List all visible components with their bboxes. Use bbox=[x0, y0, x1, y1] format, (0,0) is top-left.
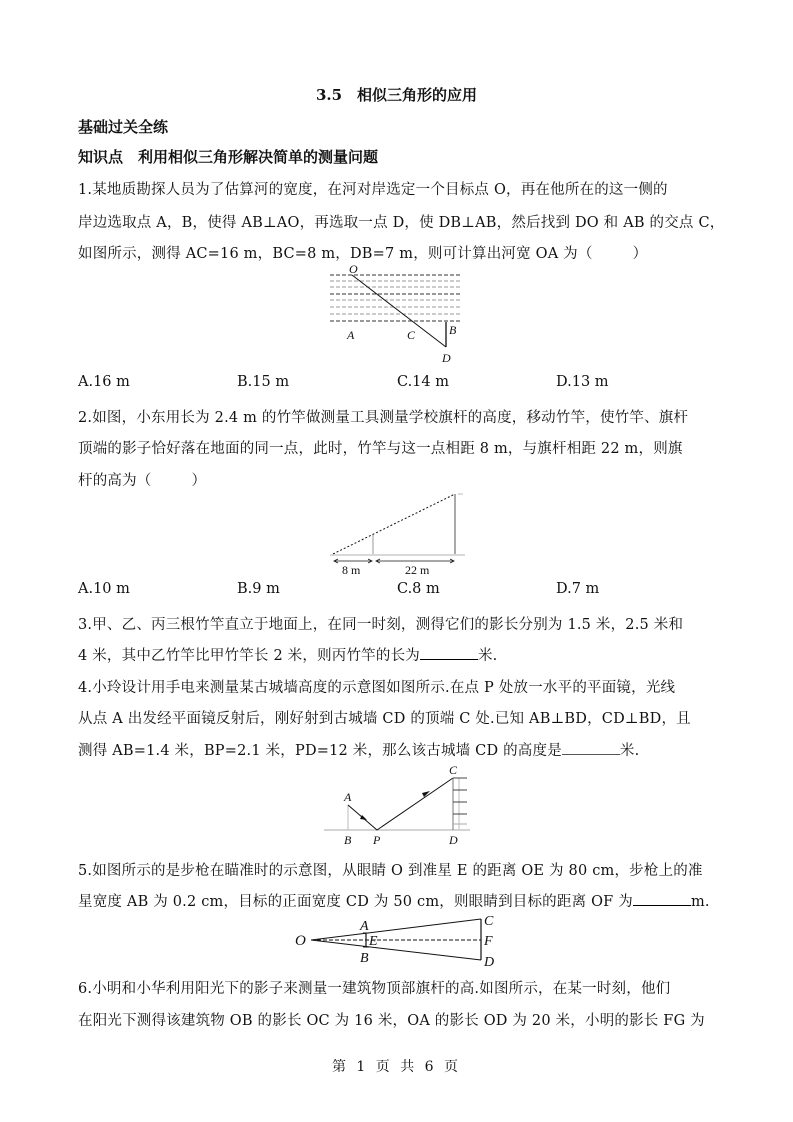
q6-line-2: 在阳光下测得该建筑物 OB 的影长 OC 为 16 米，OA 的影长 OD 为 20 米，小明的影长 FG 为 bbox=[78, 1013, 705, 1029]
q4-line-2: 从点 A 出发经平面镜反射后，刚好射到古城墙 CD 的顶端 C 处.已知 AB⊥BD，CD⊥BD，且 bbox=[78, 711, 691, 727]
label-c: C bbox=[449, 763, 458, 777]
label-c: C bbox=[407, 328, 416, 342]
q3-line-2 bbox=[78, 644, 498, 665]
q2-option-a[interactable]: A.10 m bbox=[78, 581, 130, 597]
q5-unit: m. bbox=[690, 894, 710, 910]
line-od bbox=[352, 275, 446, 347]
q1-option-c[interactable]: C.14 m bbox=[397, 374, 449, 390]
q4-line-3-text: 测得 AB=1.4 米，BP=2.1 米，PD=12 米，那么该古城墙 CD 的高度是 bbox=[78, 743, 562, 759]
line-od bbox=[311, 940, 481, 960]
q2-option-c[interactable]: C.8 m bbox=[397, 581, 440, 597]
label-22m: 22 m bbox=[405, 563, 430, 577]
label-a: A bbox=[344, 790, 352, 804]
q5-line-1: 5.如图所示的是步枪在瞄准时的示意图，从眼睛 O 到准星 E 的距离 OE 为 80 cm，步枪上的准 bbox=[78, 863, 703, 879]
q2-line-3-text: 杆的高为（ bbox=[78, 473, 152, 489]
q2-line-2: 顶端的影子恰好落在地面的同一点，此时，竹竿与这一点相距 8 m，与旗杆相距 22 m，则旗 bbox=[78, 441, 683, 457]
q1-line-3 bbox=[78, 242, 647, 263]
q4-wall-figure bbox=[322, 760, 472, 852]
label-o: O bbox=[349, 262, 358, 276]
q2-line-3 bbox=[78, 469, 206, 490]
q1-option-a[interactable]: A.16 m bbox=[78, 374, 130, 390]
label-d: D bbox=[442, 351, 451, 365]
q3-answer-blank[interactable] bbox=[420, 645, 478, 660]
q1-line-2: 岸边选取点 A，B，使得 AB⊥AO，再选取一点 D，使 DB⊥AB，然后找到 DO 和 AB 的交点 C， bbox=[78, 215, 725, 231]
q5-answer-blank[interactable] bbox=[633, 891, 691, 906]
label-f: F bbox=[484, 934, 493, 949]
label-b: B bbox=[360, 951, 369, 966]
label-8m: 8 m bbox=[342, 563, 361, 577]
label-b: B bbox=[344, 833, 352, 847]
q2-option-b[interactable]: B.9 m bbox=[237, 581, 280, 597]
q2-line-1: 2.如图，小东用长为 2.4 m 的竹竿做测量工具测量学校旗杆的高度，移动竹竿，使竹竿、旗杆 bbox=[78, 410, 689, 426]
label-d: D bbox=[484, 955, 495, 968]
page-footer: 第 1 页 共 6 页 bbox=[331, 1059, 462, 1075]
section-heading: 基础过关全练 bbox=[78, 118, 169, 136]
label-o: O bbox=[295, 933, 306, 949]
label-d: D bbox=[449, 833, 458, 847]
q4-unit: 米. bbox=[619, 743, 640, 759]
q1-line-1: 1.某地质勘探人员为了估算河的宽度，在河对岸选定一个目标点 O，再在他所在的这一侧的 bbox=[78, 182, 668, 198]
q4-answer-blank[interactable] bbox=[562, 740, 620, 755]
label-b: B bbox=[449, 323, 457, 337]
q3-line-2-text: 4 米，其中乙竹竿比甲竹竿长 2 米，则丙竹竿的长为 bbox=[78, 648, 420, 664]
q5-rifle-figure bbox=[285, 912, 505, 968]
label-a: A bbox=[360, 919, 369, 934]
q4-line-3 bbox=[78, 739, 639, 760]
q2-paren-close: ） bbox=[191, 473, 207, 489]
q5-line-2 bbox=[78, 890, 710, 911]
q5-line-2-text: 星宽度 AB 为 0.2 cm，目标的正面宽度 CD 为 50 cm，则眼睛到目标的距离 OF 为 bbox=[78, 894, 633, 910]
shadow-ray bbox=[333, 494, 455, 554]
label-p: P bbox=[373, 833, 381, 847]
q2-flagpole-figure bbox=[325, 488, 470, 578]
label-a: A bbox=[347, 328, 355, 342]
page-title: 3.5 相似三角形的应用 bbox=[315, 86, 478, 104]
label-e: E bbox=[369, 934, 378, 949]
q1-option-d[interactable]: D.13 m bbox=[556, 374, 609, 390]
q3-line-1: 3.甲、乙、丙三根竹竿直立于地面上，在同一时刻，测得它们的影长分别为 1.5 米，2.5 米和 bbox=[78, 617, 684, 633]
label-c: C bbox=[484, 914, 494, 929]
q6-line-1: 6.小明和小华利用阳光下的影子来测量一建筑物顶部旗杆的高.如图所示，在某一时刻，他们 bbox=[78, 981, 671, 997]
q1-river-figure bbox=[325, 262, 465, 370]
light-path bbox=[348, 778, 453, 830]
knowledge-point-heading: 知识点 利用相似三角形解决简单的测量问题 bbox=[78, 148, 379, 166]
q3-unit: 米. bbox=[477, 648, 498, 664]
q1-paren-close: ） bbox=[632, 246, 648, 262]
q2-option-d[interactable]: D.7 m bbox=[556, 581, 600, 597]
q1-line-3-text: 如图所示，测得 AC=16 m，BC=8 m，DB=7 m，则可计算出河宽 OA 为（ bbox=[78, 246, 593, 262]
line-oc bbox=[311, 919, 481, 940]
q1-option-b[interactable]: B.15 m bbox=[237, 374, 290, 390]
q4-line-1: 4.小玲设计用手电来测量某古城墙高度的示意图如图所示.在点 P 处放一水平的平面镜，光线 bbox=[78, 680, 676, 696]
